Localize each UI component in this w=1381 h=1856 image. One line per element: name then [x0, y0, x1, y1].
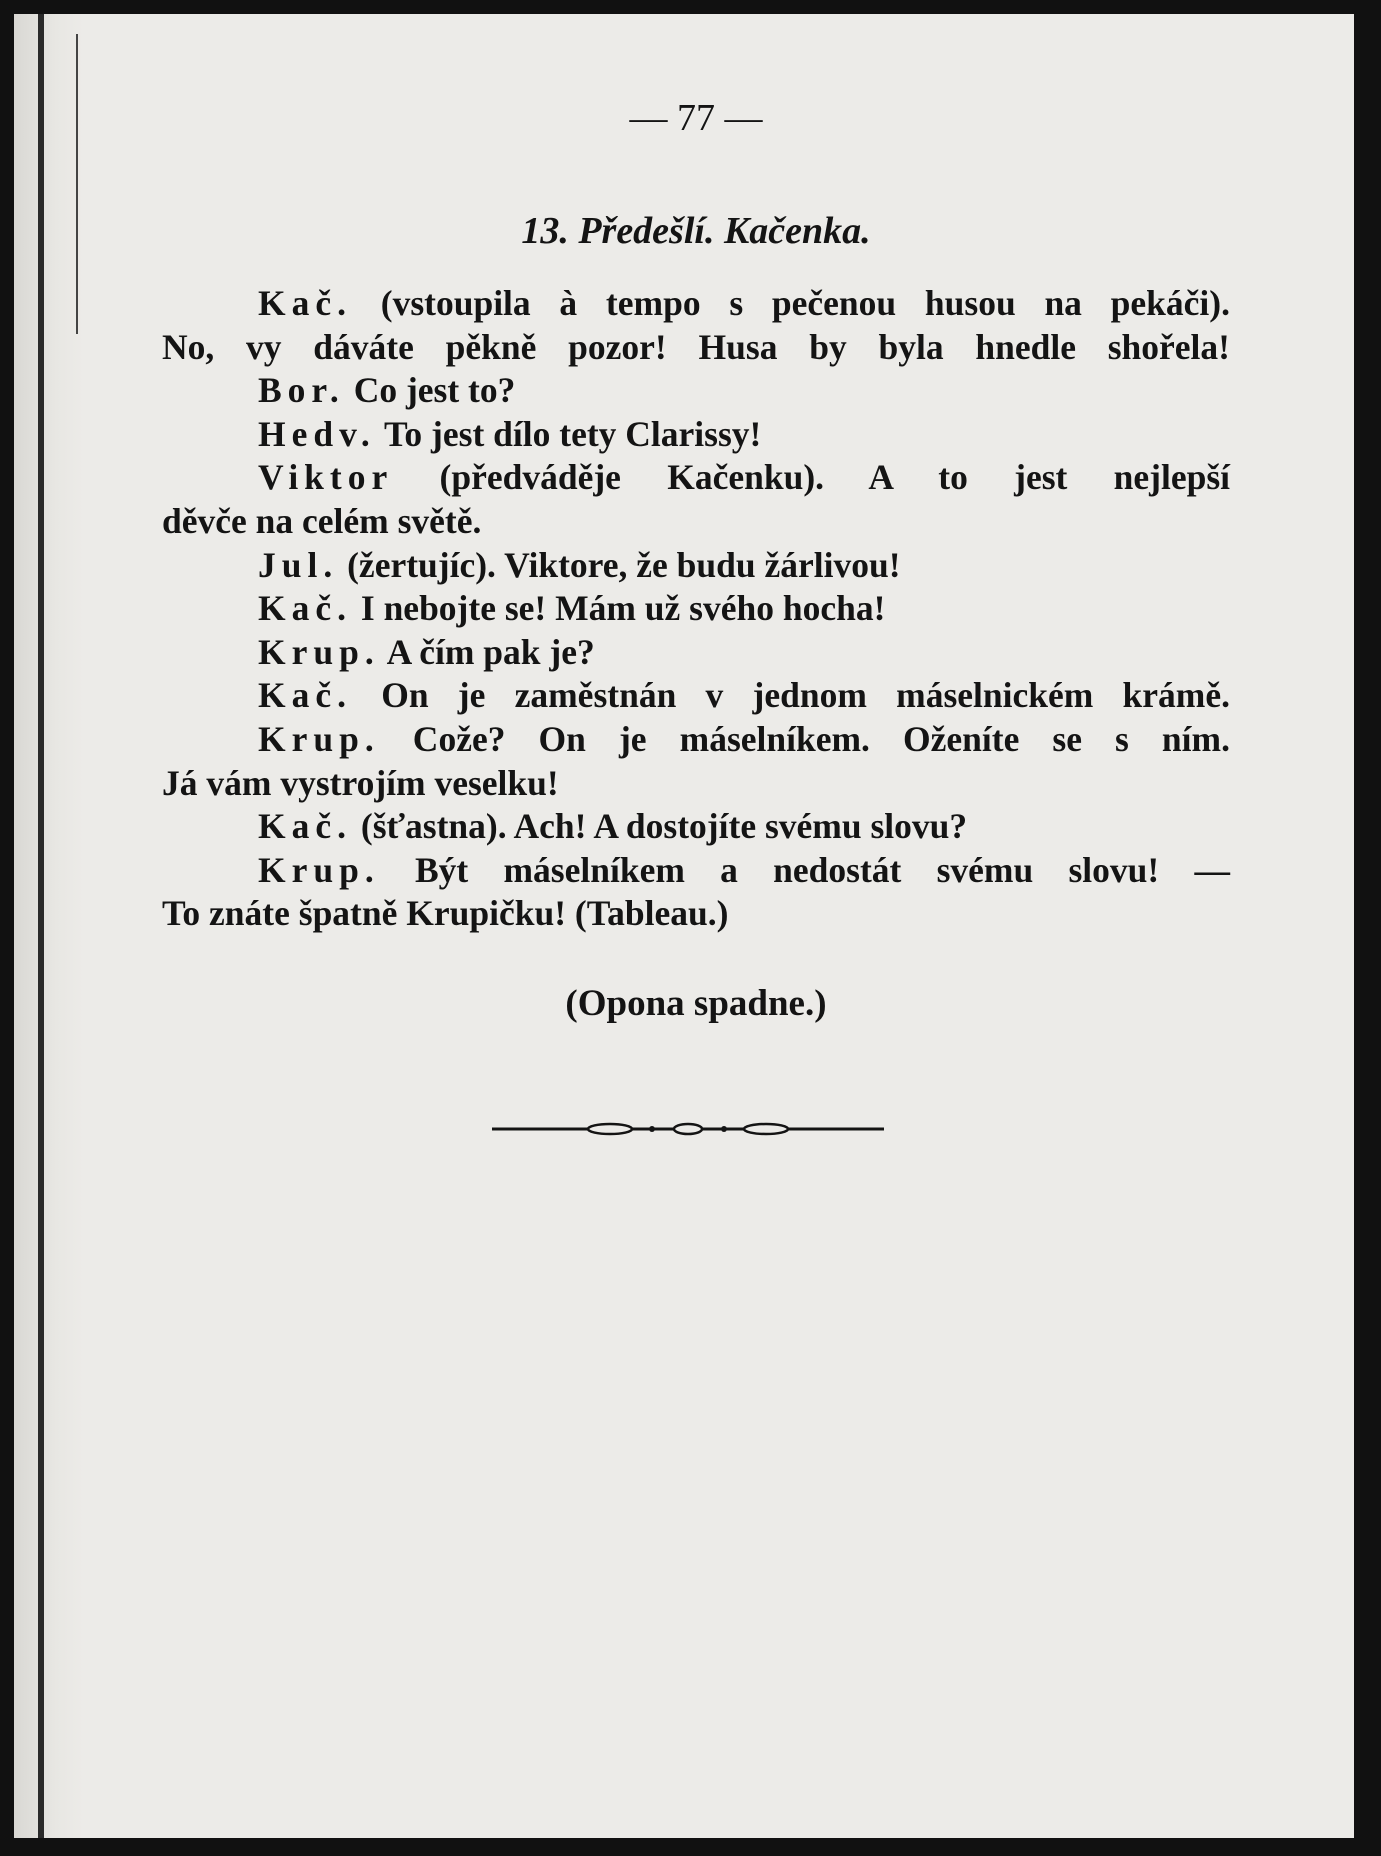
- speaker-name: Krup.: [258, 631, 380, 672]
- dialogue-line: [162, 849, 1230, 893]
- dialogue-line: [162, 326, 1230, 370]
- speaker-name: Kač.: [258, 588, 352, 629]
- dialogue-line: [162, 282, 1230, 326]
- dialogue-text: No, vy dáváte pěkně pozor! Husa by byla hnedle shořela!: [162, 326, 1230, 367]
- book-page: [14, 14, 1354, 1838]
- stage-direction-curtain: (Opona spadne.): [565, 983, 827, 1024]
- dialogue-line: [162, 674, 1230, 718]
- dialogue-line: [162, 762, 1230, 806]
- dialogue-text: (předváděje Kačenku). A to jest nejlepší: [393, 457, 1230, 498]
- dialogue-line: [162, 369, 1230, 413]
- speaker-name: Kač.: [258, 675, 352, 716]
- dialogue-line: [162, 718, 1230, 762]
- dialogue-text: Co jest to?: [344, 370, 516, 411]
- dialogue-text: Já vám vystrojím veselku!: [162, 762, 559, 803]
- speaker-name: Kač.: [258, 283, 352, 323]
- dialogue-text: To jest dílo tety Clarissy!: [375, 413, 762, 454]
- dialogue-text: I nebojte se! Mám už svého hocha!: [352, 588, 886, 629]
- dialogue-line: [162, 805, 1230, 849]
- dialogue-line: [162, 500, 1230, 544]
- ornamental-divider: [492, 1118, 884, 1140]
- speaker-name: Viktor: [258, 457, 394, 498]
- speaker-name: Krup.: [258, 718, 380, 759]
- dialogue-text: To znáte špatně Krupičku! (Tableau.): [162, 893, 729, 934]
- dialogue-text: On je zaměstnán v jednom máselnickém krámě.: [352, 675, 1230, 716]
- binding-line: [76, 34, 78, 334]
- dialogue-line: [162, 892, 1230, 936]
- speaker-name: Kač.: [258, 806, 352, 847]
- dialogue-line: [162, 456, 1230, 500]
- scene-heading: 13. Předešlí. Kačenka.: [521, 210, 871, 252]
- speaker-name: Jul.: [258, 544, 339, 585]
- dialogue-text: (vstoupila à tempo s pečenou husou na pekáči).: [352, 283, 1230, 323]
- dialogue-text: A čím pak je?: [379, 631, 595, 672]
- speaker-name: Hedv.: [258, 413, 376, 454]
- page-left-edge: [14, 14, 84, 1838]
- dialogue-line: [162, 544, 1230, 588]
- dialogue-text: Cože? On je máselníkem. Oženíte se s ním.: [379, 718, 1230, 759]
- dialogue-text: (žertujíc). Viktore, že budu žárlivou!: [338, 544, 901, 585]
- dialogue-text: děvče na celém světě.: [162, 500, 482, 541]
- dialogue-line: [162, 587, 1230, 631]
- dialogue-text: Být máselníkem a nedostát svému slovu! —: [379, 849, 1230, 890]
- dialogue-text: (šťastna). Ach! A dostojíte svému slovu?: [352, 806, 968, 847]
- dialogue-lines: [162, 282, 1230, 936]
- dialogue-line: [162, 631, 1230, 675]
- book-spine-shadow: [38, 14, 44, 1838]
- speaker-name: Krup.: [258, 849, 380, 890]
- speaker-name: Bor.: [258, 370, 345, 411]
- page-number: — 77 —: [629, 97, 763, 139]
- dialogue-line: [162, 413, 1230, 457]
